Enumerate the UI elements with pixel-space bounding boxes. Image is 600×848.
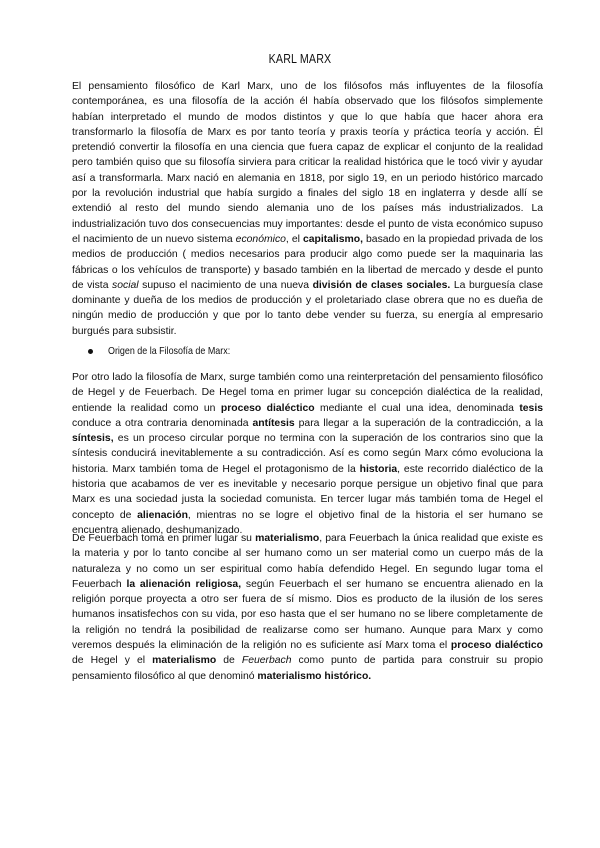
bold-term: antítesis [252, 417, 295, 429]
bold-term: capitalismo, [302, 233, 363, 245]
text-run: de [216, 655, 242, 667]
bold-term: historia [359, 463, 398, 475]
bold-term: proceso dialéctico [450, 640, 543, 652]
bold-term: síntesis, [72, 433, 114, 445]
bullet-item [88, 344, 548, 360]
bold-term: tesis [519, 402, 543, 414]
bullet-icon [88, 349, 93, 354]
text-run: , mientras no se logre el objetivo final de la historia el ser humano se encuentra alienado, deshumanizado. [72, 509, 543, 536]
bold-term: materialismo [255, 533, 320, 544]
bold-term: división de clases sociales. [312, 279, 451, 291]
text-run: supuso el nacimiento de una nueva [138, 279, 313, 291]
italic-text: económico [235, 233, 286, 245]
paragraph-intro [72, 79, 543, 339]
text-run: , este recorrido dialéctico de la historia que acabamos de ver es inevitable y necesario porque persigue un objetivo final que para Marx es una sociedad justa la sociedad comunista. En tercer lugar más también toma de Hegel el concepto de [72, 463, 543, 521]
italic-text: social [112, 279, 139, 291]
bold-term: alienación [137, 509, 188, 521]
document-title: KARL MARX [268, 51, 332, 66]
text-run: La burguesía clase dominante y dueña de los medios de producción y el proletariado clase obrera que no es dueña de ningún medio de producción y que por lo tanto debe vender su fuerza, su energía al empresario burgués para subsistir. [72, 279, 543, 337]
text-run: mediante el cual una idea, denominada [314, 402, 520, 414]
text-run: de Hegel y el [72, 655, 153, 667]
text-run: El pensamiento filosófico de Karl Marx, uno de los filósofos más influyentes de la filosofía contemporánea, es una filosofía de la acción él había observado que los filósofos simplemente habían interpretado el mundo de modos distintos y que lo que había que hacer ahora era transformarlo la filosofía de Marx es por tanto teoría y praxis teoría y práctica teoría y acción. Él pretendió convertir la filosofía en una ciencia que fuera capaz de explicar el conjunto de la realidad pero también quiso que su filosofía sirviera para criticar la realidad histórica que le tocó vivir y ayudar así a transformarla. Marx nació en alemania en 1818, por siglo 19, en un periodo histórico marcado por la revolución industrial que había surgido a finales del siglo 18 en inglaterra y desde allí se extendió al resto del mundo siendo alemania uno de los países más industrializados. La industrialización tuvo dos consecuencias muy importantes: desde el punto de vista económico supuso el nacimiento de un nuevo sistema [72, 81, 543, 245]
text-run: Por otro lado la filosofía de Marx, surge también como una reinterpretación del pensamiento filosófico de Hegel y de Feuerbach. De Hegel toma en primer lugar su concepción dialéctica de la realidad, entiende la realidad como un [72, 372, 543, 414]
text-run: , el [285, 233, 303, 245]
bold-term: materialismo histórico. [257, 670, 372, 682]
paragraph-hegel [72, 370, 543, 538]
text-run: como punto de partida para construir su propio pensamiento filosófico al que denominó [72, 655, 543, 682]
bold-term: materialismo [152, 655, 217, 667]
text-run: De Feuerbach toma en primer lugar su [72, 533, 256, 544]
text-run: conduce a otra contraria denominada [72, 417, 253, 429]
italic-text: Feuerbach [241, 655, 292, 667]
text-run: según Feuerbach el ser humano se encuentra alienado en la religión porque proyecta a otro ser fuera de sí mismo. Dios es producto de la ilusión de los seres humanos insatisfechos con su vida, por eso hasta que el ser humano no se libere completamente de la religión no tendrá la posibilidad de realizarse como ser humano. Aunque para Marx y como veremos después la eliminación de la religión no es suficiente así Marx toma el [72, 578, 543, 652]
section-heading: Origen de la Filosofía de Marx: [108, 346, 231, 357]
text-run: basado en la propiedad privada de los medios de producción ( medios necesarios para producir algo como puede ser la maquinaria las fábricas o los vehículos de transporte) y basado también en la libertad de mercado y desde el punto de vista [72, 233, 543, 291]
paragraph-feuerbach [72, 531, 543, 684]
bold-term: proceso dialéctico [220, 402, 315, 414]
text-run: es un proceso circular porque no termina con la superación de los contrarios sino que la síntesis conducirá inevitablemente a su contradicción. Así es como según Marx cómo evoluciona la historia. Marx también toma de Hegel el protagonismo de la [72, 433, 543, 475]
text-run: para llegar a la superación de la contradicción, a la [294, 417, 543, 429]
text-run: , para Feuerbach la única realidad que existe es la materia y por lo tanto concibe al ser humano como un ser material como un cuerpo más de la naturaleza y no como un ser espiritual como había defendido Hegel. En segundo lugar toma el Feuerbach [72, 533, 543, 590]
bold-term: la alienación religiosa, [126, 578, 242, 590]
